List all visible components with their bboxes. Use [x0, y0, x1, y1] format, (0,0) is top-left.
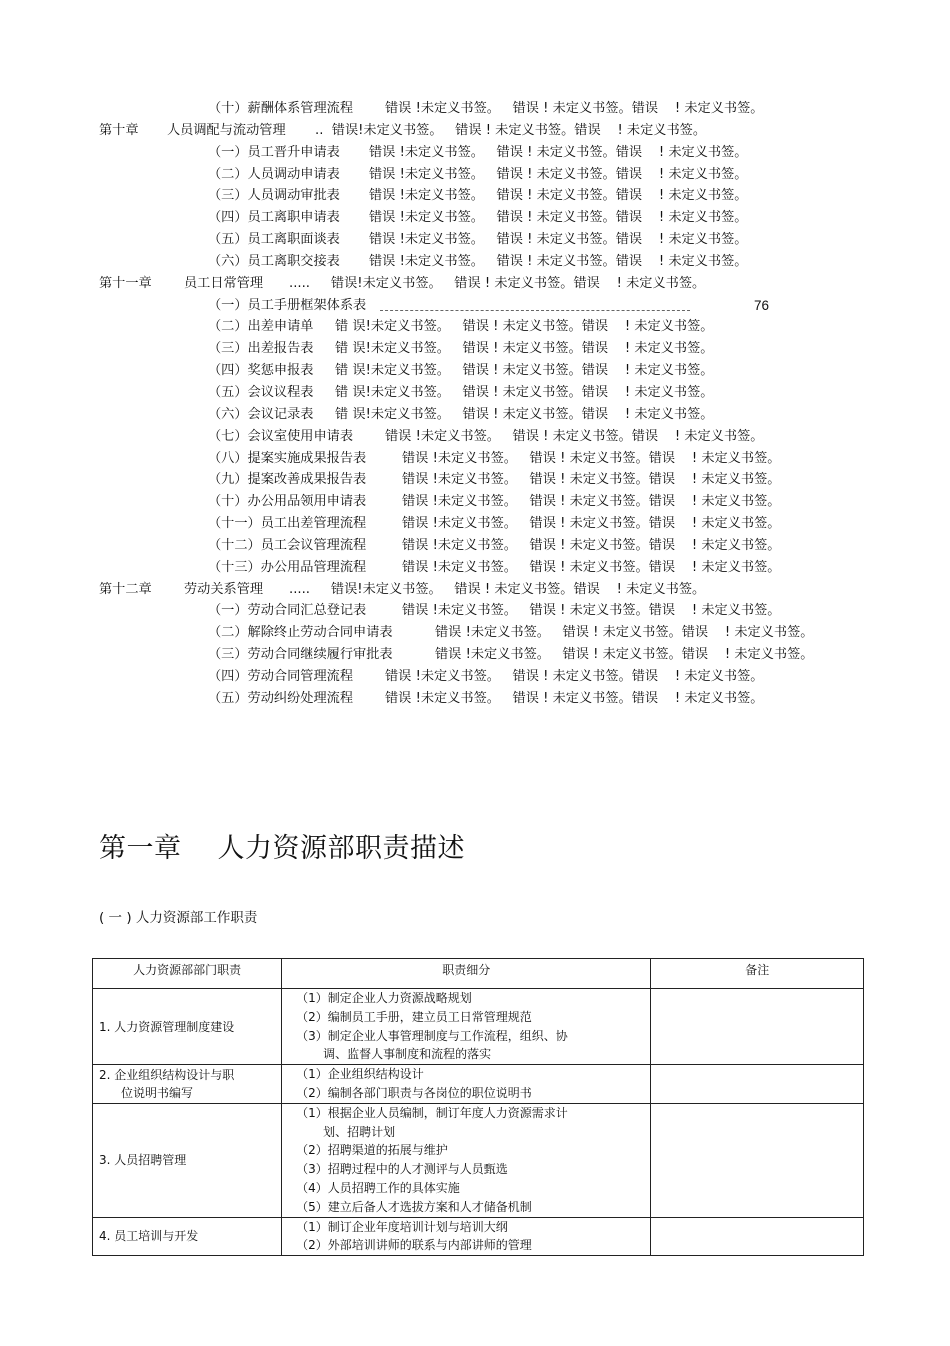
- toc-error-text: 错误 !未定义书签。 错误 ! 未定义书签。错误 ! 未定义书签。: [402, 516, 781, 532]
- chapter-title: 人力资源部职责描述: [217, 833, 465, 864]
- toc-error-text: 错误 !未定义书签。 错误 ! 未定义书签。错误 ! 未定义书签。: [369, 210, 748, 226]
- toc-entry-title: （七）会议室使用申请表: [208, 428, 354, 444]
- toc-error-text: 错 误!未定义书签。 错误 ! 未定义书签。错误 ! 未定义书签。: [335, 363, 714, 379]
- toc-entry-title: （三）出差报告表: [208, 341, 314, 357]
- detail-item: （1）制订企业年度培训计划与培训大纲: [296, 1219, 508, 1234]
- toc-section-entry[interactable]: [0, 491, 950, 513]
- toc-entry-title: （四）奖惩申报表: [208, 363, 314, 379]
- toc-error-text: 错误 !未定义书签。 错误 ! 未定义书签。错误 ! 未定义书签。: [385, 428, 764, 444]
- toc-error-text: 错误 !未定义书签。 错误 ! 未定义书签。错误 ! 未定义书签。: [385, 690, 764, 706]
- toc-error-text: 错误 !未定义书签。 错误 ! 未定义书签。错误 ! 未定义书签。: [402, 537, 781, 553]
- toc-section-entry[interactable]: [0, 513, 950, 535]
- toc-section-entry[interactable]: [0, 666, 950, 688]
- toc-section-entry[interactable]: [0, 644, 950, 666]
- toc-section-entry[interactable]: [0, 535, 950, 557]
- toc-section-entry[interactable]: [0, 360, 950, 382]
- table-row: [93, 1103, 864, 1217]
- toc-chapter-entry[interactable]: [0, 579, 950, 601]
- detail-item: 调、监督人事制度和流程的落实: [323, 1047, 492, 1062]
- toc-error-text: 错误 !未定义书签。 错误 ! 未定义书签。错误 ! 未定义书签。: [385, 668, 764, 684]
- toc-entry-title: （六）会议记录表: [208, 406, 314, 422]
- header-duty: 人力资源部部门职责: [93, 959, 282, 989]
- toc-entry-title: （三）人员调动审批表: [208, 188, 340, 204]
- detail-item: （3）招聘过程中的人才测评与人员甄选: [296, 1162, 508, 1177]
- chapter-number: 第一章: [99, 833, 182, 864]
- toc-chapter-number: 第十章: [99, 122, 139, 138]
- duty-table: [92, 958, 864, 1256]
- toc-section-entry[interactable]: [0, 316, 950, 338]
- toc-entry-title: （六）员工离职交接表: [208, 253, 340, 269]
- toc-section-entry[interactable]: [0, 622, 950, 644]
- toc-entry-title: （十一）员工出差管理流程: [208, 516, 367, 532]
- detail-cell: [282, 1217, 651, 1256]
- toc-error-text: 错误 !未定义书签。 错误 ! 未定义书签。错误 ! 未定义书签。: [369, 232, 748, 248]
- detail-cell: [282, 1103, 651, 1217]
- toc-section-entry[interactable]: [0, 142, 950, 164]
- toc-chapter-entry[interactable]: [0, 120, 950, 142]
- toc-entry-title: （五）会议议程表: [208, 384, 314, 400]
- toc-error-text: ..... 错误!未定义书签。 错误 ! 未定义书签。错误 ! 未定义书签。: [289, 275, 706, 291]
- note-cell: [651, 1217, 864, 1256]
- detail-item: （5）建立后备人才选拔方案和人才储备机制: [296, 1199, 532, 1214]
- detail-item: （1）根据企业人员编制，制订年度人力资源需求计: [296, 1105, 568, 1120]
- toc-section-entry[interactable]: [0, 557, 950, 579]
- table-row: [93, 1065, 864, 1104]
- toc-entry-title: （十三）办公用品管理流程: [208, 559, 367, 575]
- detail-item: （4）人员招聘工作的具体实施: [296, 1180, 460, 1195]
- toc-entry-title: （二）出差申请单: [208, 319, 314, 335]
- toc-error-text: ..... 错误!未定义书签。 错误 ! 未定义书签。错误 ! 未定义书签。: [289, 581, 706, 597]
- toc-section-entry[interactable]: [0, 404, 950, 426]
- toc-section-entry[interactable]: [0, 295, 950, 317]
- toc-chapter-number: 第十一章: [99, 275, 152, 291]
- header-detail: 职责细分: [282, 959, 651, 989]
- toc-section-entry[interactable]: [0, 426, 950, 448]
- detail-item: （2）招聘渠道的拓展与维护: [296, 1143, 448, 1158]
- toc-entry-title: （五）员工离职面谈表: [208, 232, 340, 248]
- detail-item: （1）制定企业人力资源战略规划: [296, 991, 472, 1005]
- section-heading: ( 一 ) 人力资源部工作职责: [99, 910, 258, 926]
- detail-item: （2）外部培训讲师的联系与内部讲师的管理: [296, 1238, 532, 1253]
- table-of-contents: [0, 98, 950, 710]
- toc-entry-title: 劳动关系管理: [184, 581, 264, 597]
- toc-section-entry[interactable]: [0, 98, 950, 120]
- note-cell: [651, 1065, 864, 1104]
- toc-error-text: 错误 !未定义书签。 错误 ! 未定义书签。错误 ! 未定义书签。: [385, 101, 764, 116]
- toc-error-text: 错 误!未定义书签。 错误 ! 未定义书签。错误 ! 未定义书签。: [335, 319, 714, 335]
- note-cell: [651, 989, 864, 1065]
- toc-error-text: 错误 !未定义书签。 错误 ! 未定义书签。错误 ! 未定义书签。: [369, 166, 748, 182]
- toc-chapter-entry[interactable]: [0, 273, 950, 295]
- toc-error-text: 错误 !未定义书签。 错误 ! 未定义书签。错误 ! 未定义书签。: [369, 253, 748, 269]
- toc-entry-title: （四）劳动合同管理流程: [208, 668, 354, 684]
- toc-entry-title: （四）员工离职申请表: [208, 210, 340, 226]
- toc-error-text: 错 误!未定义书签。 错误 ! 未定义书签。错误 ! 未定义书签。: [335, 406, 714, 422]
- toc-entry-title: （三）劳动合同继续履行审批表: [208, 647, 393, 663]
- duty-cell: 3. 人员招聘管理: [93, 1103, 282, 1217]
- toc-entry-title: （十）薪酬体系管理流程: [208, 101, 354, 116]
- toc-section-entry[interactable]: [0, 448, 950, 470]
- detail-item: （1）企业组织结构设计: [296, 1067, 424, 1082]
- detail-item: （2）编制员工手册，建立员工日常管理规范: [296, 1009, 532, 1024]
- toc-entry-title: （一）员工晋升申请表: [208, 144, 340, 160]
- duty-line: 2. 企业组织结构设计与职: [99, 1067, 235, 1082]
- table-row: [93, 989, 864, 1065]
- duty-line: 位说明书编写: [121, 1085, 194, 1100]
- toc-section-entry[interactable]: [0, 688, 950, 710]
- toc-page-number: 76: [754, 297, 770, 313]
- toc-entry-title: （五）劳动纠纷处理流程: [208, 690, 354, 706]
- table-row: [93, 1217, 864, 1256]
- toc-error-text: 错误 !未定义书签。 错误 ! 未定义书签。错误 ! 未定义书签。: [402, 450, 781, 466]
- toc-entry-title: （八）提案实施成果报告表: [208, 450, 367, 466]
- toc-error-text: 错 误!未定义书签。 错误 ! 未定义书签。错误 ! 未定义书签。: [335, 341, 714, 357]
- note-cell: [651, 1103, 864, 1217]
- toc-entry-title: （一）劳动合同汇总登记表: [208, 603, 367, 619]
- toc-section-entry[interactable]: [0, 600, 950, 622]
- header-note: 备注: [651, 959, 864, 989]
- toc-entry-title: 员工日常管理: [184, 275, 264, 291]
- toc-entry-title: （一）员工手册框架体系表: [208, 297, 367, 313]
- toc-error-text: 错误 !未定义书签。 错误 ! 未定义书签。错误 ! 未定义书签。: [402, 472, 781, 488]
- toc-error-text: .. 错误!未定义书签。 错误 ! 未定义书签。错误 ! 未定义书签。: [315, 122, 707, 138]
- toc-entry-title: （十二）员工会议管理流程: [208, 537, 367, 553]
- toc-error-text: 错误 !未定义书签。 错误 ! 未定义书签。错误 ! 未定义书签。: [402, 603, 781, 619]
- toc-entry-title: （二）解除终止劳动合同申请表: [208, 625, 393, 641]
- toc-section-entry[interactable]: [0, 207, 950, 229]
- toc-entry-title: （十）办公用品领用申请表: [208, 494, 367, 510]
- toc-section-entry[interactable]: [0, 469, 950, 491]
- toc-chapter-number: 第十二章: [99, 581, 152, 597]
- toc-error-text: 错 误!未定义书签。 错误 ! 未定义书签。错误 ! 未定义书签。: [335, 384, 714, 400]
- table-header-row: [93, 959, 864, 989]
- toc-entry-title: （九）提案改善成果报告表: [208, 472, 367, 488]
- detail-cell: [282, 989, 651, 1065]
- toc-dot-leader: [380, 310, 690, 311]
- toc-error-text: 错误 !未定义书签。 错误 ! 未定义书签。错误 ! 未定义书签。: [435, 625, 814, 641]
- detail-cell: [282, 1065, 651, 1104]
- toc-entry-title: （二）人员调动申请表: [208, 166, 340, 182]
- detail-item: （3）制定企业人事管理制度与工作流程，组织、协: [296, 1028, 568, 1043]
- chapter-heading: [99, 826, 465, 865]
- toc-section-entry[interactable]: [0, 185, 950, 207]
- toc-error-text: 错误 !未定义书签。 错误 ! 未定义书签。错误 ! 未定义书签。: [402, 494, 781, 510]
- toc-error-text: 错误 !未定义书签。 错误 ! 未定义书签。错误 ! 未定义书签。: [369, 144, 748, 160]
- detail-item: （2）编制各部门职责与各岗位的职位说明书: [296, 1085, 532, 1100]
- toc-section-entry[interactable]: [0, 338, 950, 360]
- toc-section-entry[interactable]: [0, 382, 950, 404]
- toc-entry-title: 人员调配与流动管理: [167, 122, 286, 138]
- duty-cell: [93, 1065, 282, 1104]
- detail-item: 划、招聘计划: [323, 1124, 396, 1139]
- duty-cell: 1. 人力资源管理制度建设: [93, 989, 282, 1065]
- toc-error-text: 错误 !未定义书签。 错误 ! 未定义书签。错误 ! 未定义书签。: [435, 647, 814, 663]
- toc-error-text: 错误 !未定义书签。 错误 ! 未定义书签。错误 ! 未定义书签。: [369, 188, 748, 204]
- toc-section-entry[interactable]: [0, 229, 950, 251]
- toc-section-entry[interactable]: [0, 251, 950, 273]
- duty-cell: 4. 员工培训与开发: [93, 1217, 282, 1256]
- toc-error-text: 错误 !未定义书签。 错误 ! 未定义书签。错误 ! 未定义书签。: [402, 559, 781, 575]
- toc-section-entry[interactable]: [0, 164, 950, 186]
